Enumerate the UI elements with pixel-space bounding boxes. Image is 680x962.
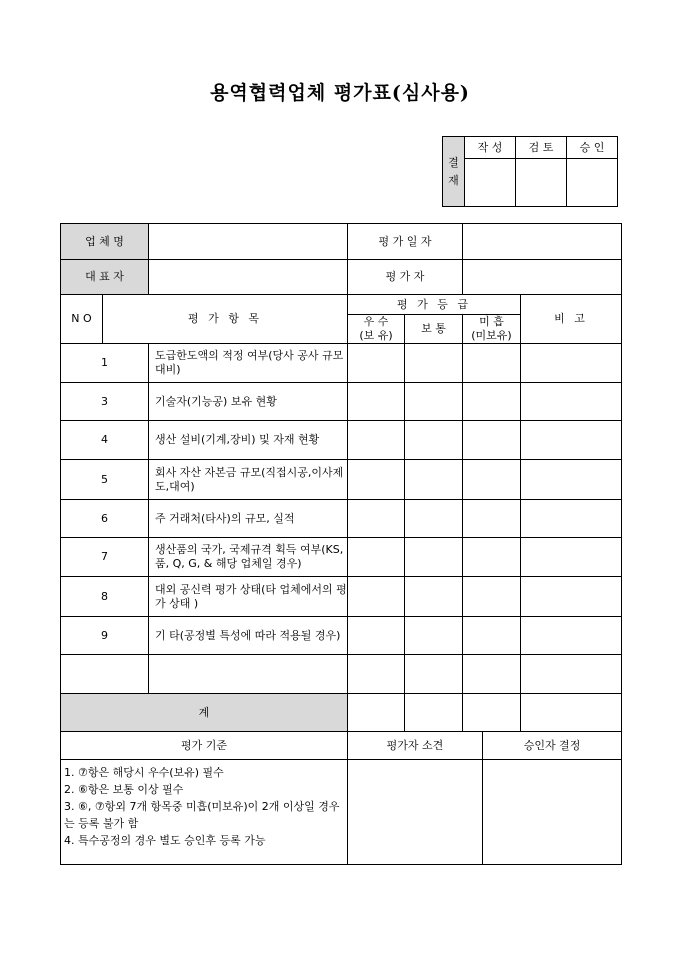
cell-excellent[interactable] bbox=[348, 421, 405, 460]
col-grade-header: 평 가 등 급 bbox=[348, 295, 521, 315]
table-row bbox=[61, 500, 622, 538]
cell-excellent[interactable] bbox=[348, 383, 405, 421]
opinion-field[interactable] bbox=[348, 760, 483, 865]
cell-normal[interactable] bbox=[405, 460, 463, 500]
cell-remarks[interactable] bbox=[521, 344, 622, 383]
row-no: 8 bbox=[61, 577, 149, 617]
cell-excellent[interactable] bbox=[348, 500, 405, 538]
cell-excellent[interactable] bbox=[348, 655, 405, 694]
cell-remarks[interactable] bbox=[521, 538, 622, 577]
approval-sign-approve[interactable] bbox=[567, 159, 618, 207]
cell-remarks[interactable] bbox=[521, 421, 622, 460]
row-item bbox=[149, 655, 348, 694]
row-item: 회사 자산 자본금 규모(직접시공,이사제도,대여) bbox=[149, 460, 348, 500]
cell-excellent[interactable] bbox=[348, 538, 405, 577]
evaluator-field[interactable] bbox=[463, 260, 622, 295]
grade-poor-sub: (미보유) bbox=[471, 329, 512, 342]
cell-remarks[interactable] bbox=[521, 500, 622, 538]
evaluation-date-label: 평 가 일 자 bbox=[348, 224, 463, 260]
approval-sign-writer[interactable] bbox=[465, 159, 516, 207]
cell-remarks[interactable] bbox=[521, 617, 622, 655]
cell-normal[interactable] bbox=[405, 538, 463, 577]
evaluator-label: 평 가 자 bbox=[348, 260, 463, 295]
representative-field[interactable] bbox=[149, 260, 348, 295]
table-row bbox=[61, 655, 622, 694]
grade-excellent-header bbox=[348, 315, 405, 344]
total-poor[interactable] bbox=[463, 694, 521, 732]
col-item-header: 평 가 항 목 bbox=[103, 295, 348, 344]
grade-excellent-sub: (보 유) bbox=[359, 329, 393, 342]
cell-poor[interactable] bbox=[463, 538, 521, 577]
representative-label: 대 표 자 bbox=[61, 260, 149, 295]
total-label: 계 bbox=[61, 694, 348, 732]
grade-poor-label: 미 흡 bbox=[479, 315, 504, 329]
table-row bbox=[61, 460, 622, 500]
approval-label: 결 재 bbox=[443, 137, 465, 207]
cell-poor[interactable] bbox=[463, 344, 521, 383]
total-excellent[interactable] bbox=[348, 694, 405, 732]
cell-normal[interactable] bbox=[405, 421, 463, 460]
row-no: 4 bbox=[61, 421, 149, 460]
table-row bbox=[61, 538, 622, 577]
table-row bbox=[61, 383, 622, 421]
cell-normal[interactable] bbox=[405, 344, 463, 383]
cell-remarks[interactable] bbox=[521, 460, 622, 500]
row-no: 7 bbox=[61, 538, 149, 577]
row-no: 1 bbox=[61, 344, 149, 383]
row-no: 5 bbox=[61, 460, 149, 500]
row-no: 6 bbox=[61, 500, 149, 538]
opinion-header: 평가자 소견 bbox=[348, 732, 483, 760]
row-item: 생산품의 국가, 국제규격 획득 여부(KS, 품, Q, G, & 해당 업체일 경우) bbox=[149, 538, 348, 577]
row-item: 기술자(기능공) 보유 현황 bbox=[149, 383, 348, 421]
cell-normal[interactable] bbox=[405, 383, 463, 421]
row-item: 기 타(공정별 특성에 따라 적용될 경우) bbox=[149, 617, 348, 655]
approval-col-writer: 작 성 bbox=[465, 137, 516, 159]
cell-normal[interactable] bbox=[405, 577, 463, 617]
total-row bbox=[61, 694, 622, 732]
row-item: 도급한도액의 적정 여부(당사 공사 규모 대비) bbox=[149, 344, 348, 383]
cell-poor[interactable] bbox=[463, 421, 521, 460]
row-no bbox=[61, 655, 149, 694]
row-no: 3 bbox=[61, 383, 149, 421]
cell-remarks[interactable] bbox=[521, 383, 622, 421]
grade-normal-header: 보 통 bbox=[405, 315, 463, 344]
approval-col-review: 검 토 bbox=[516, 137, 567, 159]
total-remarks[interactable] bbox=[521, 694, 622, 732]
row-item: 주 거래처(타사)의 규모, 실적 bbox=[149, 500, 348, 538]
table-row bbox=[61, 617, 622, 655]
cell-excellent[interactable] bbox=[348, 617, 405, 655]
table-row bbox=[61, 421, 622, 460]
cell-normal[interactable] bbox=[405, 500, 463, 538]
cell-remarks[interactable] bbox=[521, 577, 622, 617]
row-item: 생산 설비(기계,장비) 및 자재 현황 bbox=[149, 421, 348, 460]
total-normal[interactable] bbox=[405, 694, 463, 732]
grade-excellent-label: 우 수 bbox=[363, 315, 389, 329]
cell-poor[interactable] bbox=[463, 577, 521, 617]
criteria-header: 평가 기준 bbox=[61, 732, 348, 760]
criteria-item: 3. ⑥, ⑦항외 7개 항목중 미흡(미보유)이 2개 이상일 경우는 등록 불가 함 bbox=[64, 800, 340, 831]
criteria-item: 4. 특수공정의 경우 별도 승인후 등록 가능 bbox=[64, 834, 266, 848]
evaluation-table bbox=[60, 223, 622, 865]
table-row bbox=[61, 577, 622, 617]
cell-poor[interactable] bbox=[463, 460, 521, 500]
cell-excellent[interactable] bbox=[348, 344, 405, 383]
cell-excellent[interactable] bbox=[348, 577, 405, 617]
page-title: 용역협력업체 평가표(심사용) bbox=[210, 82, 470, 104]
criteria-list bbox=[61, 760, 348, 865]
approval-col-approve: 승 인 bbox=[567, 137, 618, 159]
cell-poor[interactable] bbox=[463, 383, 521, 421]
approval-box bbox=[442, 136, 618, 207]
company-name-label: 업 체 명 bbox=[61, 224, 149, 260]
cell-poor[interactable] bbox=[463, 500, 521, 538]
company-name-field[interactable] bbox=[149, 224, 348, 260]
evaluation-date-field[interactable] bbox=[463, 224, 622, 260]
cell-excellent[interactable] bbox=[348, 460, 405, 500]
col-no-header: N O bbox=[61, 295, 103, 344]
decision-field[interactable] bbox=[483, 760, 622, 865]
cell-poor[interactable] bbox=[463, 655, 521, 694]
table-row bbox=[61, 344, 622, 383]
col-remarks-header: 비 고 bbox=[521, 295, 622, 344]
decision-header: 승인자 결정 bbox=[483, 732, 622, 760]
cell-normal[interactable] bbox=[405, 617, 463, 655]
row-no: 9 bbox=[61, 617, 149, 655]
cell-remarks[interactable] bbox=[521, 655, 622, 694]
approval-sign-review[interactable] bbox=[516, 159, 567, 207]
cell-poor[interactable] bbox=[463, 617, 521, 655]
row-item: 대외 공신력 평가 상태(타 업체에서의 평가 상태 ) bbox=[149, 577, 348, 617]
criteria-item: 2. ⑥항은 보통 이상 필수 bbox=[64, 783, 184, 797]
grade-poor-header bbox=[463, 315, 521, 344]
criteria-item: 1. ⑦항은 해당시 우수(보유) 필수 bbox=[64, 766, 224, 779]
cell-normal[interactable] bbox=[405, 655, 463, 694]
